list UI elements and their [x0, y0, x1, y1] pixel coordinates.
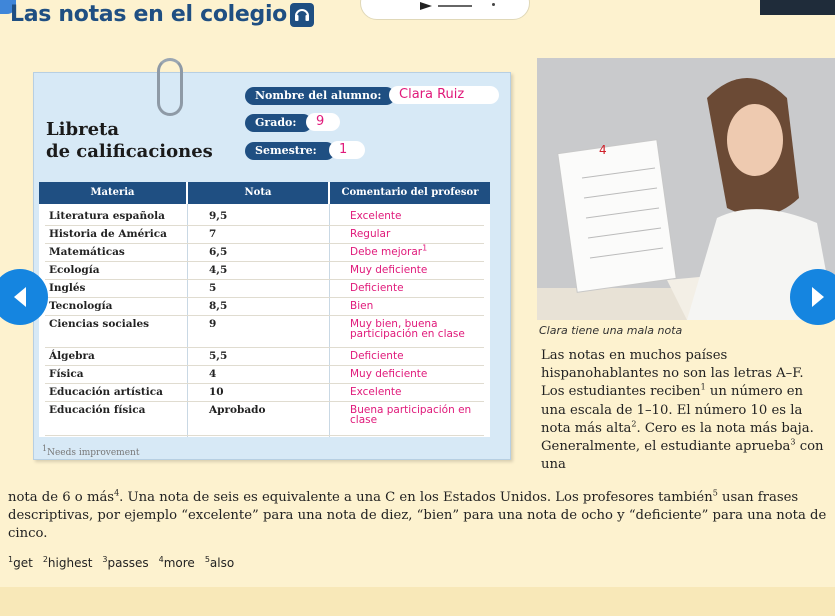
- subject-cell: Educación artística: [49, 386, 163, 398]
- card-title-line2: de calificaciones: [46, 141, 213, 162]
- comment-cell: Deficiente: [350, 282, 404, 294]
- dark-corner-panel: [760, 0, 835, 15]
- table-row: [45, 316, 484, 348]
- comment-cell: Bien: [350, 300, 374, 312]
- grade-cell: 10: [209, 386, 224, 398]
- card-title-line1: Libreta: [46, 119, 119, 140]
- table-row: [45, 280, 484, 298]
- column-header-comment: Comentario del profesor: [330, 182, 490, 204]
- student-name-value: Clara Ruiz: [389, 86, 499, 104]
- column-header-subject: Materia: [39, 182, 186, 204]
- semester-value: 1: [329, 141, 365, 159]
- grade-value: 9: [306, 113, 340, 131]
- subject-cell: Física: [49, 368, 84, 380]
- table-row: [45, 402, 484, 436]
- subject-cell: Historia de América: [49, 228, 167, 240]
- subject-cell: Tecnología: [49, 300, 113, 312]
- table-row: [45, 208, 484, 226]
- audio-speaker-icon[interactable]: [290, 3, 314, 27]
- column-header-grade: Nota: [188, 182, 328, 204]
- subject-cell: Ciencias sociales: [49, 318, 150, 330]
- grade-cell: 4: [209, 368, 217, 380]
- paper-grade-mark: 4: [599, 143, 607, 157]
- table-row: [45, 384, 484, 402]
- comment-cell: Excelente: [350, 210, 402, 222]
- vocab-item: $^5$also: [204, 555, 235, 570]
- grade-cell: 9: [209, 318, 217, 330]
- comment-cell: Muy deficiente: [350, 264, 428, 276]
- bottom-band: [0, 587, 835, 616]
- comment-cell: Muy bien, buena participación en clase: [350, 318, 465, 340]
- grade-cell: 4,5: [209, 264, 228, 276]
- subject-cell: Inglés: [49, 282, 86, 294]
- comment-cell: Deficiente: [350, 350, 404, 362]
- vocab-item: $^1$get: [8, 555, 33, 570]
- audio-player[interactable]: [360, 0, 530, 20]
- table-row: [45, 298, 484, 316]
- grade-cell: 5: [209, 282, 217, 294]
- vocab-item: $^3$passes: [102, 555, 149, 570]
- grade-cell: 7: [209, 228, 217, 240]
- grade-cell: 5,5: [209, 350, 228, 362]
- subject-cell: Álgebra: [49, 350, 95, 362]
- vocab-item: $^2$highest: [42, 555, 93, 570]
- student-photo: [537, 58, 835, 320]
- grade-label: Grado:: [245, 114, 312, 132]
- grades-table: [39, 182, 490, 437]
- comment-cell: Regular: [350, 228, 391, 240]
- title-bar: [0, 0, 835, 40]
- report-card: [33, 72, 511, 460]
- subject-cell: Ecología: [49, 264, 100, 276]
- player-menu-icon[interactable]: [492, 3, 495, 6]
- chevron-right-icon: [808, 285, 828, 309]
- grade-cell: Aprobado: [209, 404, 266, 416]
- subject-cell: Educación física: [49, 404, 146, 416]
- student-name-label: Nombre del alumno:: [245, 87, 395, 105]
- paperclip-icon: [157, 58, 183, 116]
- grade-cell: 6,5: [209, 246, 228, 258]
- vocab-item: $^4$more: [158, 555, 195, 570]
- comment-cell: Buena participación en clase: [350, 404, 472, 426]
- vocabulary-glossary: [8, 556, 244, 570]
- grade-cell: 8,5: [209, 300, 228, 312]
- photo-caption: Clara tiene una mala nota: [539, 324, 683, 337]
- subject-cell: Literatura española: [49, 210, 165, 222]
- reading-text-column: Las notas en muchos países hispanohablantes no son las letras A–F. Los estudiantes reciben$^1$ un número en una escala de 1–10. El número 10 es la nota más alta$^2$. Cero es la nota más baja. Generalmente, el estudiante aprueba$^3$ con una: [541, 348, 824, 473]
- play-icon[interactable]: [420, 2, 432, 10]
- table-row: [45, 348, 484, 366]
- audio-progress-track[interactable]: [438, 5, 472, 7]
- table-row: [45, 366, 484, 384]
- subject-cell: Matemáticas: [49, 246, 125, 258]
- comment-cell: Excelente: [350, 386, 402, 398]
- card-footnote: $^1$Needs improvement: [42, 444, 140, 458]
- grade-cell: 9,5: [209, 210, 228, 222]
- semester-label: Semestre:: [245, 142, 335, 160]
- reading-text-body: nota de 6 o más$^4$. Una nota de seis es equivalente a una C en los Estados Unidos. Los profesores también$^5$ usan frases descriptivas, por ejemplo “excelente” para una nota de diez, “bien” para una nota de ocho y “deficiente” para una nota de cinco.: [8, 488, 827, 542]
- table-row: [45, 262, 484, 280]
- student-illustration: [537, 58, 835, 320]
- comment-cell: Muy deficiente: [350, 368, 428, 380]
- table-row: [45, 244, 484, 262]
- page-title: Las notas en el colegio: [10, 2, 287, 27]
- table-row: [45, 226, 484, 244]
- chevron-left-icon: [10, 285, 30, 309]
- comment-cell: Debe mejorar$^1$: [350, 243, 428, 258]
